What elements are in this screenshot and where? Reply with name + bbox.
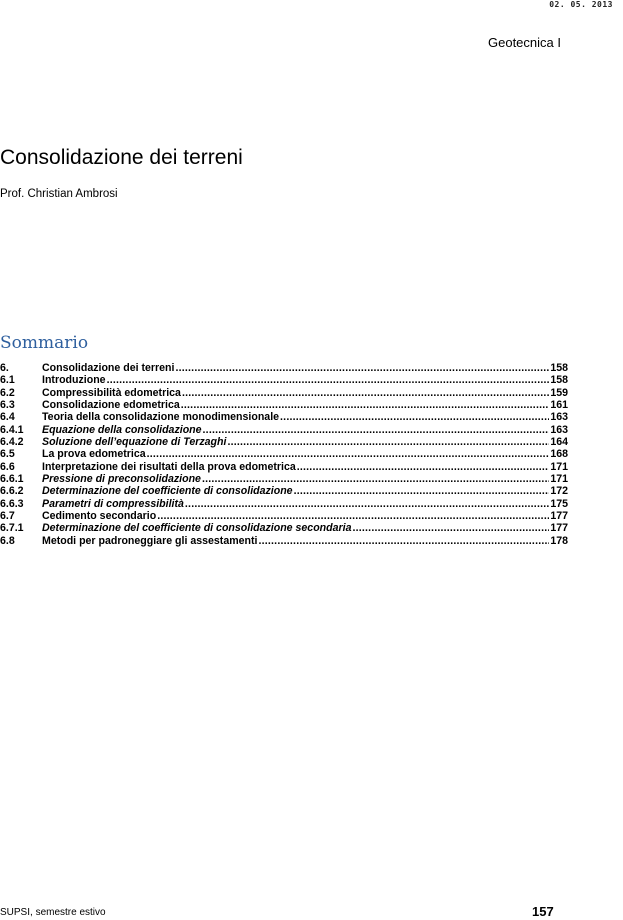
toc-entry-number: 6.3 bbox=[0, 399, 15, 412]
toc-entry-title: Consolidazione dei terreni bbox=[42, 362, 175, 374]
toc-entry-title: Parametri di compressibilità bbox=[42, 497, 184, 510]
toc-entry[interactable] bbox=[0, 461, 568, 473]
toc-leader-dots bbox=[181, 399, 550, 411]
toc-entry-number: 6.6.3 bbox=[0, 497, 24, 510]
course-name: Geotecnica I bbox=[488, 35, 561, 50]
toc-entry-title: Pressione di preconsolidazione bbox=[42, 473, 201, 486]
toc-entry-page: 177 bbox=[550, 522, 568, 535]
toc-entry-number: 6.2 bbox=[0, 386, 15, 399]
toc-entry-page: 164 bbox=[550, 436, 568, 449]
toc-entry[interactable] bbox=[0, 374, 568, 386]
toc-leader-dots bbox=[352, 522, 549, 534]
toc-entry[interactable] bbox=[0, 535, 568, 547]
page-number: 157 bbox=[532, 904, 554, 919]
toc-heading: Sommario bbox=[0, 333, 89, 353]
toc-entry-number: 6.6.1 bbox=[0, 473, 24, 486]
toc-entry-title: La prova edometrica bbox=[42, 448, 146, 461]
toc-entry-number: 6.8 bbox=[0, 534, 15, 547]
toc-entry-title: Determinazione del coefficiente di consolidazione bbox=[42, 485, 293, 498]
toc-entry-page: 171 bbox=[550, 460, 568, 473]
toc-entry[interactable] bbox=[0, 498, 568, 510]
toc-entry-number: 6.1 bbox=[0, 374, 15, 387]
toc-entry-title: Consolidazione edometrica bbox=[42, 399, 180, 412]
toc-entry-page: 177 bbox=[550, 510, 568, 523]
toc-entry-number: 6.6.2 bbox=[0, 485, 24, 498]
toc-entry-page: 178 bbox=[550, 534, 568, 547]
toc-entry-page: 168 bbox=[550, 448, 568, 461]
toc-entry-title: Soluzione dell’equazione di Terzaghi bbox=[42, 436, 227, 449]
toc-entry-page: 171 bbox=[550, 473, 568, 486]
toc-leader-dots bbox=[182, 387, 549, 399]
toc-entry-number: 6.4 bbox=[0, 411, 15, 424]
toc-entry-page: 163 bbox=[550, 423, 568, 436]
toc-entry-title: Teoria della consolidazione monodimensionale bbox=[42, 411, 280, 424]
toc-entry[interactable] bbox=[0, 510, 568, 522]
toc-entry[interactable] bbox=[0, 522, 568, 534]
toc-entry-page: 158 bbox=[550, 374, 568, 387]
toc-leader-dots bbox=[280, 411, 549, 423]
toc-entry-number: 6.7.1 bbox=[0, 522, 24, 535]
toc-leader-dots bbox=[297, 461, 550, 473]
toc-entry[interactable] bbox=[0, 411, 568, 423]
toc-entry-number: 6.5 bbox=[0, 448, 15, 461]
toc-leader-dots bbox=[294, 485, 550, 497]
document-title: Consolidazione dei terreni bbox=[0, 146, 243, 169]
toc-leader-dots bbox=[227, 436, 549, 448]
toc-leader-dots bbox=[203, 424, 550, 436]
toc-entry-title: Compressibilità edometrica bbox=[42, 386, 181, 399]
toc-entry[interactable] bbox=[0, 448, 568, 460]
toc-leader-dots bbox=[175, 362, 549, 374]
toc-entry-page: 159 bbox=[550, 386, 568, 399]
toc-entry[interactable] bbox=[0, 485, 568, 497]
toc-entry-number: 6.6 bbox=[0, 460, 15, 473]
toc-entry[interactable] bbox=[0, 424, 568, 436]
toc-entry-number: 6.4.2 bbox=[0, 436, 24, 449]
toc-leader-dots bbox=[185, 498, 549, 510]
toc-entry[interactable] bbox=[0, 399, 568, 411]
toc-leader-dots bbox=[107, 374, 550, 386]
toc-leader-dots bbox=[157, 510, 549, 522]
toc-entry-number: 6.4.1 bbox=[0, 423, 24, 436]
toc-entry[interactable] bbox=[0, 436, 568, 448]
toc-entry[interactable] bbox=[0, 362, 568, 374]
author-name: Prof. Christian Ambrosi bbox=[0, 188, 118, 200]
toc-entry-page: 158 bbox=[550, 362, 568, 374]
toc-leader-dots bbox=[202, 473, 549, 485]
toc-leader-dots bbox=[258, 535, 549, 547]
toc-entry-number: 6. bbox=[0, 362, 9, 374]
toc-entry-title: Determinazione del coefficiente di consolidazione secondaria bbox=[42, 522, 352, 535]
toc-entry-page: 175 bbox=[550, 497, 568, 510]
date-stamp: 02. 05. 2013 bbox=[549, 0, 613, 9]
toc-entry[interactable] bbox=[0, 387, 568, 399]
toc-entry[interactable] bbox=[0, 473, 568, 485]
toc-entry-page: 172 bbox=[550, 485, 568, 498]
toc-entry-page: 163 bbox=[550, 411, 568, 424]
toc-entry-title: Introduzione bbox=[42, 374, 106, 387]
toc-entry-title: Metodi per padroneggiare gli assestamenti bbox=[42, 534, 258, 547]
toc-leader-dots bbox=[147, 448, 550, 460]
footer-institution: SUPSI, semestre estivo bbox=[0, 907, 106, 918]
toc-entry-title: Interpretazione dei risultati della prova edometrica bbox=[42, 460, 296, 473]
toc-entry-page: 161 bbox=[550, 399, 568, 412]
toc-entry-number: 6.7 bbox=[0, 510, 15, 523]
table-of-contents bbox=[0, 362, 568, 547]
toc-entry-title: Equazione della consolidazione bbox=[42, 423, 202, 436]
toc-entry-title: Cedimento secondario bbox=[42, 510, 157, 523]
